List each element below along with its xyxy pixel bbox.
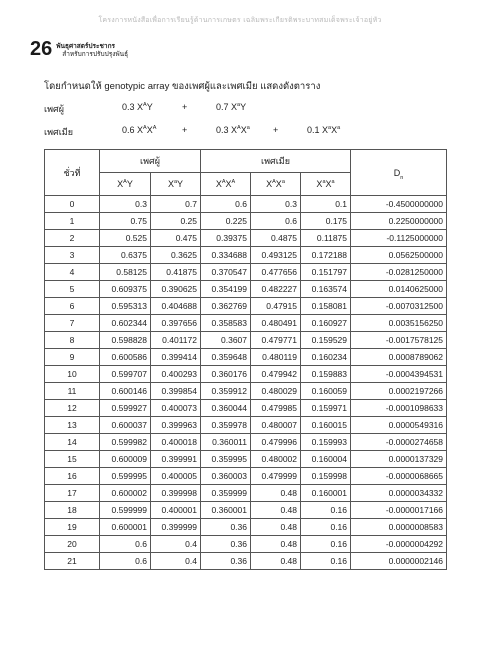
female-XAXA-cell: 0.36 [201, 519, 251, 536]
male-XAY-cell: 0.595313 [100, 298, 151, 315]
watermark-text: โครงการหนังสือเพื่อการเรียนรู้ด้านการเกษตร เฉลิมพระเกียรติพระบาทสมเด็จพระเจ้าอยู่หัว [98, 16, 382, 24]
female-XaXa-cell: 0.158081 [301, 298, 351, 315]
table-row [45, 451, 447, 468]
male-term-1-allele: A [143, 102, 147, 108]
male-term-2-allele: a [237, 102, 241, 108]
col-XaY-y: Y [177, 179, 184, 189]
dn-cell: -0.0000017166 [351, 502, 447, 519]
male-XaY-cell: 0.7 [151, 196, 201, 213]
female-XaXa-cell: 0.160001 [301, 485, 351, 502]
table-row [45, 196, 447, 213]
female-term-3-allele-2: a [337, 125, 341, 131]
female-XAXa-cell: 0.48 [251, 502, 301, 519]
dn-cell: 0.0000008583 [351, 519, 447, 536]
female-XaXa-cell: 0.151797 [301, 264, 351, 281]
female-XAXa-cell: 0.47915 [251, 298, 301, 315]
table-row [45, 213, 447, 230]
generation-cell: 6 [45, 298, 100, 315]
female-XaXa-cell: 0.16 [301, 553, 351, 570]
female-XAXa-cell: 0.477656 [251, 264, 301, 281]
male-XaY-cell: 0.399854 [151, 383, 201, 400]
female-XAXa-cell: 0.480029 [251, 383, 301, 400]
female-term-2-allele-1: A [237, 125, 241, 131]
female-XAXa-cell: 0.482227 [251, 281, 301, 298]
table-row [45, 230, 447, 247]
male-XAY-cell: 0.6 [100, 536, 151, 553]
male-XAY-cell: 0.600586 [100, 349, 151, 366]
female-XaXa-cell: 0.159971 [301, 400, 351, 417]
col-XaXa-allele-1: a [322, 179, 326, 185]
col-XaXa-allele-2: a [331, 179, 335, 185]
female-XAXa-cell: 0.479996 [251, 434, 301, 451]
generation-cell: 11 [45, 383, 100, 400]
male-XaY-cell: 0.41875 [151, 264, 201, 281]
dn-cell: -0.0000274658 [351, 434, 447, 451]
generation-cell: 4 [45, 264, 100, 281]
col-XAXA-allele-2: A [231, 179, 236, 185]
table-row [45, 247, 447, 264]
col-header-XAY [100, 173, 151, 196]
female-XAXA-cell: 0.359648 [201, 349, 251, 366]
dn-cell: -0.0000068665 [351, 468, 447, 485]
female-XAXA-cell: 0.225 [201, 213, 251, 230]
female-XaXa-cell: 0.159883 [301, 366, 351, 383]
female-XAXA-cell: 0.360003 [201, 468, 251, 485]
male-term-2-y: Y [240, 102, 247, 112]
table-row [45, 553, 447, 570]
col-XAXa-x2: X [275, 179, 282, 189]
female-term-1-text: 0.6 X [122, 125, 144, 135]
female-XaXa-cell: 0.16 [301, 519, 351, 536]
male-XaY-cell: 0.4 [151, 536, 201, 553]
generation-cell: 1 [45, 213, 100, 230]
female-XAXa-cell: 0.48 [251, 536, 301, 553]
male-XAY-cell: 0.6375 [100, 247, 151, 264]
female-term-3-allele-1: a [328, 125, 332, 131]
col-XAXA-allele-1: A [221, 179, 226, 185]
col-XaY-allele: a [173, 179, 178, 185]
male-term-1 [122, 102, 153, 112]
female-XAXa-cell: 0.480491 [251, 315, 301, 332]
male-XAY-cell: 0.599927 [100, 400, 151, 417]
female-XAXa-cell: 0.4875 [251, 230, 301, 247]
generation-cell: 5 [45, 281, 100, 298]
female-XAXa-cell: 0.479771 [251, 332, 301, 349]
table-row [45, 315, 447, 332]
female-XAXa-cell: 0.479999 [251, 468, 301, 485]
male-XaY-cell: 0.475 [151, 230, 201, 247]
male-term-1-text: 0.3 X [122, 102, 144, 112]
female-XaXa-cell: 0.175 [301, 213, 351, 230]
male-XAY-cell: 0.599707 [100, 366, 151, 383]
male-XaY-cell: 0.400001 [151, 502, 201, 519]
generation-cell: 3 [45, 247, 100, 264]
female-term-1-x: X [146, 125, 153, 135]
female-XaXa-cell: 0.172188 [301, 247, 351, 264]
female-XaXa-cell: 0.1 [301, 196, 351, 213]
generation-cell: 21 [45, 553, 100, 570]
female-XAXA-cell: 0.36 [201, 553, 251, 570]
male-term-2-text: 0.7 X [216, 102, 238, 112]
generation-cell: 2 [45, 230, 100, 247]
female-plus-1: + [182, 125, 188, 135]
dn-cell: -0.1125000000 [351, 230, 447, 247]
female-term-2-text: 0.3 X [216, 125, 238, 135]
female-XAXA-cell: 0.359912 [201, 383, 251, 400]
male-row-label: เพศผู้ [44, 104, 64, 114]
generation-cell: 15 [45, 451, 100, 468]
male-XaY-cell: 0.400293 [151, 366, 201, 383]
male-term-2 [216, 102, 246, 112]
female-XAXa-cell: 0.479985 [251, 400, 301, 417]
dn-cell: 0.0562500000 [351, 247, 447, 264]
dn-header-n: n [400, 174, 404, 181]
female-XaXa-cell: 0.163574 [301, 281, 351, 298]
male-XAY-cell: 0.599999 [100, 502, 151, 519]
female-row-label: เพศเมีย [44, 127, 74, 137]
female-XAXA-cell: 0.3607 [201, 332, 251, 349]
male-XaY-cell: 0.399414 [151, 349, 201, 366]
female-XAXa-cell: 0.6 [251, 213, 301, 230]
male-XAY-cell: 0.598828 [100, 332, 151, 349]
female-XAXA-cell: 0.360011 [201, 434, 251, 451]
col-XAXA-x1: X [215, 179, 222, 189]
generation-cell: 12 [45, 400, 100, 417]
generation-cell: 10 [45, 366, 100, 383]
female-XAXa-cell: 0.480119 [251, 349, 301, 366]
male-XAY-cell: 0.599995 [100, 468, 151, 485]
col-header-XAXa [251, 173, 301, 196]
male-XAY-cell: 0.75 [100, 213, 151, 230]
generation-cell: 18 [45, 502, 100, 519]
dn-cell: 0.0008789062 [351, 349, 447, 366]
dn-cell: -0.0281250000 [351, 264, 447, 281]
female-XaXa-cell: 0.160015 [301, 417, 351, 434]
generation-cell: 17 [45, 485, 100, 502]
generation-cell: 7 [45, 315, 100, 332]
dn-header-d: D [393, 167, 401, 178]
female-XaXa-cell: 0.160059 [301, 383, 351, 400]
col-header-XAXA [201, 173, 251, 196]
dn-cell: 0.0000002146 [351, 553, 447, 570]
col-XaXa-x1: X [316, 179, 323, 189]
female-XAXA-cell: 0.360044 [201, 400, 251, 417]
dn-cell: 0.0140625000 [351, 281, 447, 298]
male-XAY-cell: 0.58125 [100, 264, 151, 281]
table-row [45, 417, 447, 434]
male-XAY-cell: 0.600009 [100, 451, 151, 468]
col-XAXa-allele-2: a [281, 179, 285, 185]
male-XaY-cell: 0.399991 [151, 451, 201, 468]
generation-cell: 9 [45, 349, 100, 366]
table-row [45, 281, 447, 298]
male-term-1-y: Y [146, 102, 153, 112]
male-XAY-cell: 0.600037 [100, 417, 151, 434]
page-number: 26 [30, 38, 53, 60]
book-title [56, 43, 128, 59]
intro-paragraph: โดยกำหนดให้ genotypic array ของเพศผู้และเพศเมีย แสดงดังตาราง [44, 81, 321, 92]
male-XAY-cell: 0.6 [100, 553, 151, 570]
female-term-1 [122, 125, 156, 135]
female-XAXa-cell: 0.48 [251, 485, 301, 502]
dn-cell: -0.0070312500 [351, 298, 447, 315]
female-term-3-text: 0.1 X [307, 125, 329, 135]
female-XAXa-cell: 0.3 [251, 196, 301, 213]
col-XaY-x: X [167, 179, 174, 189]
table-row [45, 264, 447, 281]
table-row [45, 383, 447, 400]
female-term-2-allele-2: a [246, 125, 250, 131]
female-XaXa-cell: 0.16 [301, 536, 351, 553]
male-XAY-cell: 0.599982 [100, 434, 151, 451]
female-XaXa-cell: 0.160234 [301, 349, 351, 366]
female-XAXA-cell: 0.359978 [201, 417, 251, 434]
male-XaY-cell: 0.404688 [151, 298, 201, 315]
female-XAXa-cell: 0.480007 [251, 417, 301, 434]
dn-cell: -0.0000004292 [351, 536, 447, 553]
female-XAXA-cell: 0.354199 [201, 281, 251, 298]
female-XAXa-cell: 0.493125 [251, 247, 301, 264]
female-XAXA-cell: 0.6 [201, 196, 251, 213]
female-XAXA-cell: 0.370547 [201, 264, 251, 281]
dn-cell: -0.0001098633 [351, 400, 447, 417]
book-title-line-2: สำหรับการปรับปรุงพันธุ์ [62, 50, 129, 58]
generation-cell: 0 [45, 196, 100, 213]
genotype-frequency-table [44, 149, 447, 570]
table-row [45, 349, 447, 366]
table-row [45, 536, 447, 553]
female-header: เพศเมีย [201, 150, 351, 173]
male-XAY-cell: 0.609375 [100, 281, 151, 298]
col-XAXa-allele-1: A [272, 179, 276, 185]
male-header: เพศผู้ [100, 150, 201, 173]
generation-cell: 19 [45, 519, 100, 536]
female-term-2 [216, 125, 250, 135]
dn-header [351, 150, 447, 196]
dn-cell: 0.0000137329 [351, 451, 447, 468]
female-term-1-allele-2: A [152, 125, 157, 131]
table-body [45, 196, 447, 570]
female-XAXA-cell: 0.360001 [201, 502, 251, 519]
generation-cell: 8 [45, 332, 100, 349]
male-XaY-cell: 0.3625 [151, 247, 201, 264]
female-term-3-x: X [331, 125, 338, 135]
generation-cell: 16 [45, 468, 100, 485]
female-XaXa-cell: 0.159998 [301, 468, 351, 485]
col-XAY-x: X [117, 179, 124, 189]
female-XaXa-cell: 0.160927 [301, 315, 351, 332]
male-XAY-cell: 0.600001 [100, 519, 151, 536]
generation-cell: 20 [45, 536, 100, 553]
female-XaXa-cell: 0.160004 [301, 451, 351, 468]
male-XaY-cell: 0.401172 [151, 332, 201, 349]
table-row [45, 485, 447, 502]
male-XaY-cell: 0.4 [151, 553, 201, 570]
table-row [45, 366, 447, 383]
female-XAXA-cell: 0.334688 [201, 247, 251, 264]
male-XaY-cell: 0.400018 [151, 434, 201, 451]
dn-cell: 0.2250000000 [351, 213, 447, 230]
dn-cell: 0.0035156250 [351, 315, 447, 332]
table-row [45, 468, 447, 485]
male-XaY-cell: 0.397656 [151, 315, 201, 332]
female-XAXA-cell: 0.36 [201, 536, 251, 553]
table-row [45, 400, 447, 417]
male-XAY-cell: 0.600146 [100, 383, 151, 400]
dn-cell: 0.0002197266 [351, 383, 447, 400]
female-XaXa-cell: 0.159993 [301, 434, 351, 451]
book-title-line-1: พันธุศาสตร์ประชากร [56, 43, 115, 50]
female-term-1-allele-1: A [143, 125, 147, 131]
col-XAY-y: Y [126, 179, 133, 189]
female-XAXA-cell: 0.39375 [201, 230, 251, 247]
female-XAXa-cell: 0.48 [251, 553, 301, 570]
generation-header: ชั่วที่ [45, 150, 100, 196]
female-XAXa-cell: 0.479942 [251, 366, 301, 383]
dn-cell: -0.4500000000 [351, 196, 447, 213]
female-XAXA-cell: 0.359999 [201, 485, 251, 502]
male-XaY-cell: 0.399999 [151, 519, 201, 536]
female-XAXA-cell: 0.360176 [201, 366, 251, 383]
table-row [45, 298, 447, 315]
dn-cell: -0.0004394531 [351, 366, 447, 383]
female-XAXa-cell: 0.480002 [251, 451, 301, 468]
col-XaXa-x2: X [325, 179, 332, 189]
col-header-XaY [151, 173, 201, 196]
male-XaY-cell: 0.399998 [151, 485, 201, 502]
female-XaXa-cell: 0.11875 [301, 230, 351, 247]
col-header-XaXa [301, 173, 351, 196]
col-XAY-allele: A [123, 179, 127, 185]
female-XaXa-cell: 0.16 [301, 502, 351, 519]
female-XAXa-cell: 0.48 [251, 519, 301, 536]
female-term-3 [307, 125, 340, 135]
female-XAXA-cell: 0.362769 [201, 298, 251, 315]
dn-cell: 0.0000549316 [351, 417, 447, 434]
female-XAXA-cell: 0.359995 [201, 451, 251, 468]
male-XaY-cell: 0.25 [151, 213, 201, 230]
male-XAY-cell: 0.602344 [100, 315, 151, 332]
table-row [45, 519, 447, 536]
col-XAXA-x2: X [225, 179, 232, 189]
male-XAY-cell: 0.3 [100, 196, 151, 213]
female-plus-2: + [273, 125, 279, 135]
male-plus: + [182, 102, 188, 112]
male-XaY-cell: 0.390625 [151, 281, 201, 298]
page-header [30, 39, 128, 59]
generation-cell: 13 [45, 417, 100, 434]
table-row [45, 434, 447, 451]
male-XAY-cell: 0.600002 [100, 485, 151, 502]
male-XaY-cell: 0.399963 [151, 417, 201, 434]
male-XaY-cell: 0.400005 [151, 468, 201, 485]
generation-cell: 14 [45, 434, 100, 451]
female-term-2-x: X [240, 125, 247, 135]
female-XaXa-cell: 0.159529 [301, 332, 351, 349]
table-row [45, 332, 447, 349]
male-XaY-cell: 0.400073 [151, 400, 201, 417]
female-XAXA-cell: 0.358583 [201, 315, 251, 332]
dn-cell: -0.0017578125 [351, 332, 447, 349]
male-XAY-cell: 0.525 [100, 230, 151, 247]
col-XAXa-x1: X [266, 179, 273, 189]
dn-cell: 0.0000034332 [351, 485, 447, 502]
table-row [45, 502, 447, 519]
